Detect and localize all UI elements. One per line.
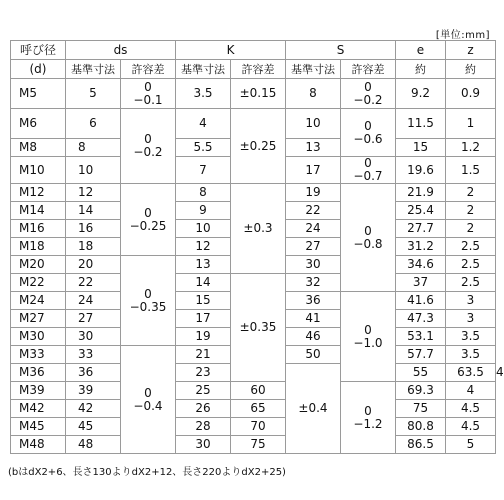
- cell-z: 0.9: [446, 79, 496, 109]
- cell-ds: 20: [66, 256, 121, 274]
- cell-z: 2: [446, 184, 496, 202]
- tol-lower: −0.6: [353, 131, 383, 146]
- table-row: [11, 382, 496, 400]
- cell-z: 2: [446, 202, 496, 220]
- cell-d: M20: [11, 256, 66, 274]
- tol-lower: −0.8: [353, 236, 383, 251]
- cell-d: M45: [11, 418, 66, 436]
- cell-k: 12: [176, 238, 231, 256]
- header-k: K: [176, 41, 286, 60]
- header-nominal: 呼び径: [11, 41, 66, 60]
- cell-s: 17: [286, 157, 341, 184]
- cell-s: 30: [286, 256, 341, 274]
- cell-ds-tol: [121, 184, 176, 256]
- tol-upper: 0: [364, 118, 372, 133]
- table-row: [11, 79, 496, 109]
- cell-e: 75: [396, 400, 446, 418]
- cell-s: 41: [286, 310, 341, 328]
- cell-k-tol: ±0.25: [231, 109, 286, 184]
- cell-ds: 42: [66, 400, 121, 418]
- cell-ds: 5: [66, 79, 121, 109]
- cell-s: 8: [286, 79, 341, 109]
- cell-z: 2.5: [446, 274, 496, 292]
- header-ds-tolerance: 許容差: [121, 60, 176, 79]
- cell-k: 17: [176, 310, 231, 328]
- cell-s: 32: [286, 274, 341, 292]
- cell-s: 46: [286, 328, 341, 346]
- cell-e: 31.2: [396, 238, 446, 256]
- table-row: [11, 400, 496, 418]
- header-nominal-sub: (d): [11, 60, 66, 79]
- cell-ds: 10: [66, 157, 121, 184]
- cell-ds-tol: [121, 79, 176, 109]
- cell-z: 4.5: [446, 418, 496, 436]
- cell-k: 4: [176, 109, 231, 139]
- cell-d: M6: [11, 109, 66, 139]
- cell-s: 10: [286, 109, 341, 139]
- header-z-approx: 約: [446, 60, 496, 79]
- cell-e: 9.2: [396, 79, 446, 109]
- cell-ds: 36: [66, 364, 121, 382]
- tol-upper: 0: [364, 322, 372, 337]
- cell-k: 9: [176, 202, 231, 220]
- cell-z: 3: [446, 292, 496, 310]
- cell-s: 55: [396, 364, 446, 382]
- header-s: S: [286, 41, 396, 60]
- cell-d: M36: [11, 364, 66, 382]
- cell-ds: 8: [66, 139, 121, 157]
- cell-k: 19: [176, 328, 231, 346]
- cell-ds: 27: [66, 310, 121, 328]
- cell-k: 8: [176, 184, 231, 202]
- cell-e: 53.1: [396, 328, 446, 346]
- cell-ds: 16: [66, 220, 121, 238]
- cell-ds: 33: [66, 346, 121, 364]
- cell-e: 41.6: [396, 292, 446, 310]
- table-row: [11, 274, 496, 292]
- table-row: [11, 184, 496, 202]
- cell-z: 2.5: [446, 238, 496, 256]
- tol-lower: −0.25: [129, 218, 167, 233]
- cell-ds: 30: [66, 328, 121, 346]
- cell-s-tol: [341, 109, 396, 157]
- cell-d: M16: [11, 220, 66, 238]
- cell-s: 65: [231, 400, 286, 418]
- cell-ds: 48: [66, 436, 121, 454]
- cell-e: 21.9: [396, 184, 446, 202]
- cell-k: 23: [176, 364, 231, 382]
- cell-d: M8: [11, 139, 66, 157]
- cell-k-tol: ±0.15: [231, 79, 286, 109]
- cell-ds: 6: [66, 109, 121, 139]
- tol-upper: 0: [144, 132, 152, 146]
- cell-k-tol: ±0.3: [231, 184, 286, 274]
- table-row: M36 36 23 ±0.4 55 63.5 4: [11, 364, 496, 382]
- cell-d: M39: [11, 382, 66, 400]
- header-row-groups: [11, 41, 496, 60]
- cell-z: 1: [446, 109, 496, 139]
- header-row-sub: [11, 60, 496, 79]
- cell-s-tol: [341, 157, 396, 184]
- cell-s: 50: [286, 346, 341, 364]
- cell-z: 3.5: [446, 328, 496, 346]
- cell-ds: 22: [66, 274, 121, 292]
- cell-k: 3.5: [176, 79, 231, 109]
- cell-e: 11.5: [396, 109, 446, 139]
- cell-z: 5: [446, 436, 496, 454]
- cell-k: 28: [176, 418, 231, 436]
- cell-s-tol: [341, 79, 396, 109]
- cell-s: 27: [286, 238, 341, 256]
- tol-lower: −0.2: [133, 145, 163, 159]
- cell-k: 15: [176, 292, 231, 310]
- cell-z: 4: [446, 382, 496, 400]
- cell-ds: 24: [66, 292, 121, 310]
- tol-upper: 0: [144, 286, 152, 301]
- tol-upper: 0: [364, 403, 372, 418]
- header-ds: ds: [66, 41, 176, 60]
- cell-e: 47.3: [396, 310, 446, 328]
- cell-e: 25.4: [396, 202, 446, 220]
- tol-upper: 0: [144, 205, 152, 220]
- cell-e: 80.8: [396, 418, 446, 436]
- cell-z: 2.5: [446, 256, 496, 274]
- tol-upper: 0: [144, 79, 152, 94]
- cell-k: 10: [176, 220, 231, 238]
- header-s-basic: 基準寸法: [286, 60, 341, 79]
- header-s-tolerance: 許容差: [341, 60, 396, 79]
- table-row: [11, 109, 496, 139]
- cell-e: 34.6: [396, 256, 446, 274]
- cell-k-tol: ±0.4: [286, 364, 341, 454]
- cell-e: 86.5: [396, 436, 446, 454]
- cell-ds: 12: [66, 184, 121, 202]
- cell-s-tol: [341, 382, 396, 454]
- cell-k: 5.5: [176, 139, 231, 157]
- tol-lower: −1.2: [353, 416, 383, 431]
- cell-ds-tol: [121, 109, 176, 184]
- cell-d: M30: [11, 328, 66, 346]
- cell-d: M10: [11, 157, 66, 184]
- cell-s-tol: [341, 292, 396, 382]
- header-ds-basic: 基準寸法: [66, 60, 121, 79]
- cell-ds: 39: [66, 382, 121, 400]
- cell-s: 22: [286, 202, 341, 220]
- cell-d: M14: [11, 202, 66, 220]
- cell-k: 13: [176, 256, 231, 274]
- cell-d: M48: [11, 436, 66, 454]
- footnote: (bはdX2+6、長さ130よりdX2+12、長さ220よりdX2+25): [8, 467, 286, 478]
- cell-z: 1.5: [446, 157, 496, 184]
- cell-z: 3.5: [446, 346, 496, 364]
- cell-ds: 14: [66, 202, 121, 220]
- cell-e: 27.7: [396, 220, 446, 238]
- tol-lower: −0.1: [133, 92, 163, 107]
- tol-upper: 0: [144, 385, 152, 400]
- cell-e: 69.3: [396, 382, 446, 400]
- cell-d: M12: [11, 184, 66, 202]
- cell-d: M42: [11, 400, 66, 418]
- tol-lower: −0.2: [353, 92, 383, 107]
- cell-s-tol: [341, 184, 396, 292]
- header-e-approx: 約: [396, 60, 446, 79]
- cell-d: M24: [11, 292, 66, 310]
- header-k-tolerance: 許容差: [231, 60, 286, 79]
- cell-e: 15: [396, 139, 446, 157]
- cell-z: 4.5: [446, 400, 496, 418]
- cell-d: M33: [11, 346, 66, 364]
- cell-s: 70: [231, 418, 286, 436]
- cell-z: 1.2: [446, 139, 496, 157]
- table-row: [11, 436, 496, 454]
- cell-e: 37: [396, 274, 446, 292]
- cell-s: 19: [286, 184, 341, 202]
- cell-ds: 18: [66, 238, 121, 256]
- unit-label: [単位:mm]: [435, 30, 490, 41]
- cell-d: M27: [11, 310, 66, 328]
- cell-ds-tol: [121, 346, 176, 454]
- table-row: [11, 418, 496, 436]
- cell-s: 36: [286, 292, 341, 310]
- tol-lower: −0.4: [133, 398, 163, 413]
- tol-lower: −1.0: [353, 335, 383, 350]
- header-e: e: [396, 41, 446, 60]
- cell-s: 13: [286, 139, 341, 157]
- cell-k: 21: [176, 346, 231, 364]
- tol-lower: −0.35: [129, 299, 167, 314]
- cell-s: 75: [231, 436, 286, 454]
- cell-k: 26: [176, 400, 231, 418]
- cell-ds-tol: [121, 256, 176, 346]
- cell-e: 63.5: [446, 364, 496, 382]
- tol-upper: 0: [364, 223, 372, 238]
- header-k-basic: 基準寸法: [176, 60, 231, 79]
- cell-k: 7: [176, 157, 231, 184]
- cell-z: 3: [446, 310, 496, 328]
- header-z: z: [446, 41, 496, 60]
- cell-k: 14: [176, 274, 231, 292]
- tol-lower: −0.7: [353, 169, 383, 183]
- tol-upper: 0: [364, 79, 372, 94]
- cell-s: 60: [231, 382, 286, 400]
- cell-e: 19.6: [396, 157, 446, 184]
- cell-k-tol: ±0.35: [231, 274, 286, 382]
- cell-d: M22: [11, 274, 66, 292]
- cell-d: M18: [11, 238, 66, 256]
- bolt-dimension-table: [10, 40, 504, 454]
- cell-d: M5: [11, 79, 66, 109]
- cell-k: 25: [176, 382, 231, 400]
- cell-s: 24: [286, 220, 341, 238]
- cell-ds: 45: [66, 418, 121, 436]
- cell-k: 30: [176, 436, 231, 454]
- tol-upper: 0: [364, 156, 372, 170]
- cell-e: 57.7: [396, 346, 446, 364]
- cell-z: 2: [446, 220, 496, 238]
